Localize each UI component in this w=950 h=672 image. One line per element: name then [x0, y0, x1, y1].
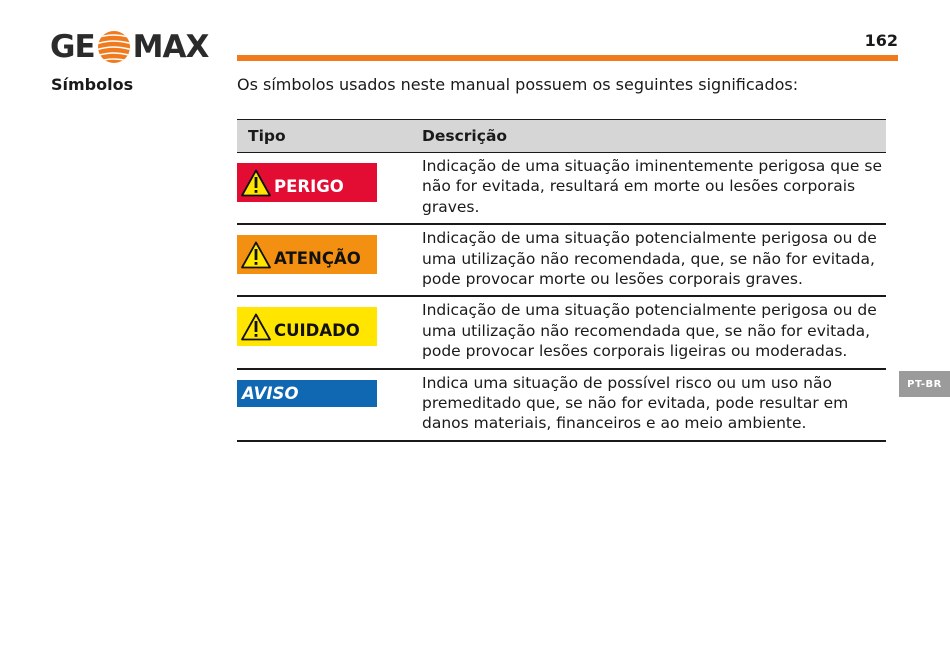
- table-row: [237, 296, 886, 368]
- row-description: Indicação de uma situação iminentemente perigosa que se não for evitada, resultará em morte ou lesões corporais graves.: [422, 153, 886, 225]
- notice-badge: [237, 380, 377, 407]
- geomax-logo: [50, 30, 208, 64]
- table-row: [237, 224, 886, 296]
- warning-triangle-icon: [241, 241, 271, 269]
- badge-label: ATENÇÃO: [274, 249, 361, 269]
- warning-badge: [237, 235, 377, 274]
- row-description: Indicação de uma situação potencialmente perigosa ou de uma utilização não recomendada que, se não for evitada, pode provocar lesões corporais ligeiras ou moderadas.: [422, 296, 886, 368]
- language-tab[interactable]: PT-BR: [899, 371, 950, 397]
- header-type: Tipo: [237, 120, 422, 153]
- page-number: 162: [864, 31, 898, 50]
- warning-triangle-icon: [241, 169, 271, 197]
- badge-label: CUIDADO: [274, 321, 360, 341]
- danger-badge: [237, 163, 377, 202]
- logo-text-right: MAX: [132, 29, 209, 65]
- header-description: Descrição: [422, 120, 886, 153]
- intro-text: Os símbolos usados neste manual possuem os seguintes significados:: [237, 75, 799, 94]
- header-rule: [237, 55, 898, 61]
- badge-label: AVISO: [242, 383, 299, 403]
- warning-triangle-icon: [241, 313, 271, 341]
- section-title: Símbolos: [51, 75, 134, 94]
- badge-label: PERIGO: [274, 177, 344, 196]
- table-row: [237, 369, 886, 441]
- logo-text-left: GE: [50, 29, 95, 65]
- table-row: [237, 153, 886, 225]
- logo-globe-icon: [96, 30, 132, 64]
- caution-badge: [237, 307, 377, 346]
- row-description: Indicação de uma situação potencialmente perigosa ou de uma utilização não recomendada, que, se não for evitada, pode provocar morte ou lesões corporais graves.: [422, 224, 886, 296]
- row-description: Indica uma situação de possível risco ou um uso não premeditado que, se não for evitada, pode resultar em danos materiais, financeiros e ao meio ambiente.: [422, 369, 886, 441]
- symbols-table: [237, 119, 886, 442]
- table-header-row: [237, 120, 886, 153]
